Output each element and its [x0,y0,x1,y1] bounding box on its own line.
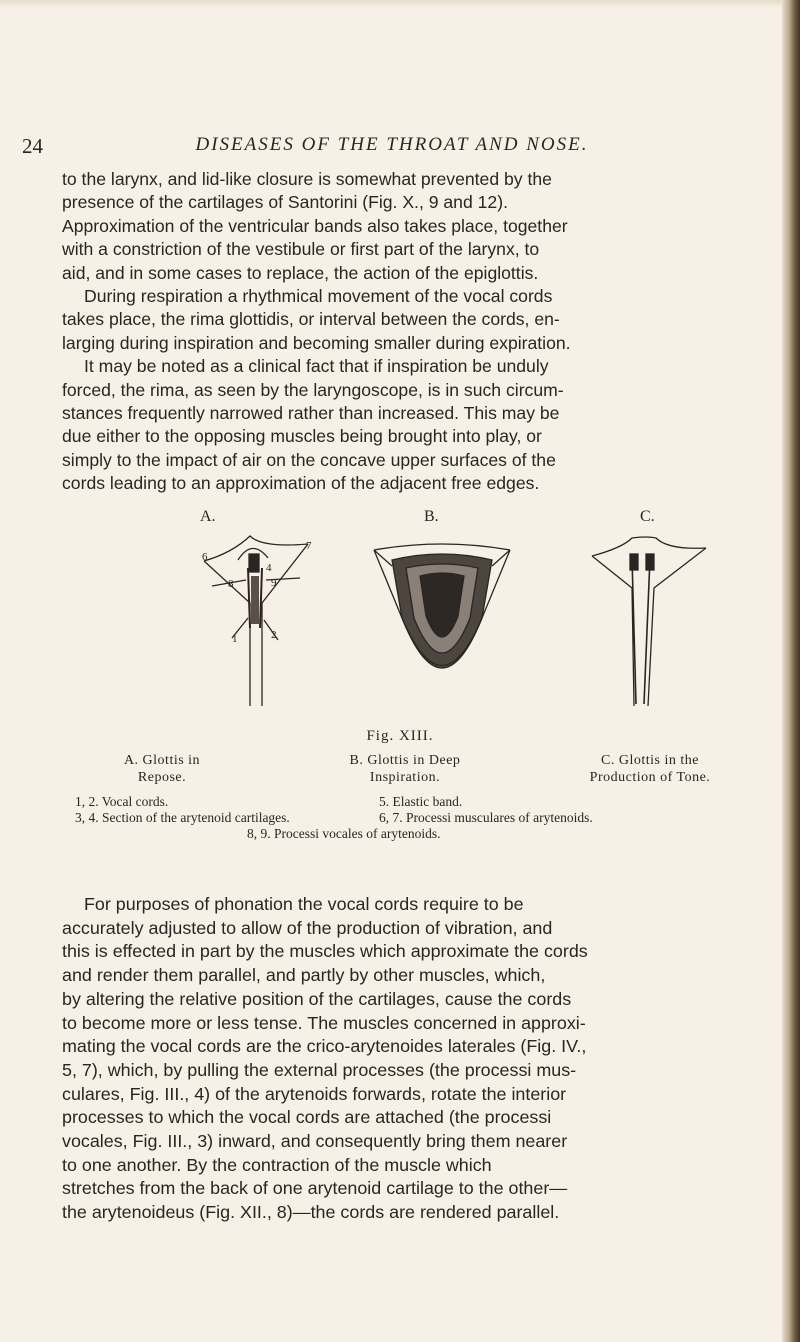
glottis-b [374,544,510,668]
text-line: presence of the cartilages of Santorini (Fig. X., 9 and 12). [62,192,508,213]
caption-c [540,752,760,786]
glottis-repose-drawing [62,508,738,708]
caption-line: Inspiration. [369,770,441,785]
page-number: 24 [22,134,43,158]
legend-entry: 3, 4. Section of the arytenoid cartilages. [75,810,290,825]
legend-row [75,810,755,826]
caption-line: B. Glottis in Deep [349,753,461,768]
caption-b [300,752,510,786]
figure-letter-b: B. [424,508,439,525]
legend-entry: 6, 7. Processi musculares of arytenoids. [379,810,593,825]
paragraph-1 [62,168,738,496]
caption-a [62,752,262,786]
text-line: Approximation of the ventricular bands also takes place, together [62,215,568,236]
running-head: DISEASES OF THE THROAT AND NOSE. [195,134,589,155]
caption-line: Repose. [137,770,187,785]
text-line: cords leading to an approximation of the adjacent free edges. [62,473,540,494]
text-line: aid, and in some cases to replace, the action of the epiglottis. [62,262,539,283]
text-line: to one another. By the contraction of the muscle which [62,1154,492,1175]
text-line: culares, Fig. III., 4) of the arytenoids forwards, rotate the interior [62,1083,567,1104]
text-line: stances frequently narrowed rather than increased. This may be [62,403,560,424]
figure-letter-a: A. [200,508,216,525]
paragraph-2 [62,893,738,1225]
text-line: 5, 7), which, by pulling the external processes (the processi mus- [62,1059,577,1080]
text-line: stretches from the back of one arytenoid cartilage to the other— [62,1178,568,1199]
text-line: the arytenoideus (Fig. XII., 8)—the cords are rendered parallel. [62,1202,560,1223]
text-line: and render them parallel, and partly by other muscles, which, [62,965,546,986]
text-line: due either to the opposing muscles being brought into play, or [62,426,542,447]
text-line: takes place, the rima glottidis, or interval between the cords, en- [62,309,560,330]
text-line: to become more or less tense. The muscles concerned in approxi- [62,1012,586,1033]
glottis-a [204,536,308,706]
legend-row [75,794,755,810]
figure-label: 2 [271,629,277,641]
text-line: It may be noted as a clinical fact that if inspiration be unduly [84,356,549,377]
text-line: by altering the relative position of the cartilages, cause the cords [62,988,572,1009]
text-line: vocales, Fig. III., 3) inward, and consequently bring them nearer [62,1131,568,1152]
figure-label: 6 [202,551,208,563]
legend-entry: 1, 2. Vocal cords. [75,794,169,809]
text-line: processes to which the vocal cords are attached (the processi [62,1107,552,1128]
text-line: During respiration a rhythmical movement of the vocal cords [84,286,553,307]
legend-entry: 8, 9. Processi vocales of arytenoids. [247,826,441,841]
figure-legend [75,794,755,842]
legend-entry: 5. Elastic band. [379,794,463,809]
page-top-edge [0,0,800,8]
page-binding-edge [782,0,800,1342]
figure-label: 8 [228,578,234,590]
glottis-c [592,537,706,706]
text-line: this is effected in part by the muscles which approximate the cords [62,941,588,962]
text-line: with a constriction of the vestibule or first part of the larynx, to [62,239,540,260]
text-line: forced, the rima, as seen by the laryngoscope, is in such circum- [62,379,564,400]
text-line: mating the vocal cords are the crico-arytenoides laterales (Fig. IV., [62,1036,587,1057]
text-line: larging during inspiration and becoming smaller during expiration. [62,332,571,353]
figure-label: 4 [266,562,272,574]
figure-label: 9 [271,577,277,589]
caption-line: A. Glottis in [123,753,201,768]
page-header [22,134,762,164]
text-line: simply to the impact of air on the concave upper surfaces of the [62,449,556,470]
figure-title: Fig. XIII. [366,728,434,744]
text-line: For purposes of phonation the vocal cords require to be [84,894,524,914]
legend-row [75,826,755,842]
figure-label: 1 [232,633,238,645]
figure-xiii [62,508,738,708]
figure-label: 7 [306,540,312,552]
text-line: accurately adjusted to allow of the production of vibration, and [62,917,553,938]
caption-line: C. Glottis in the [601,753,699,768]
figure-letter-c: C. [640,508,655,525]
caption-line: Production of Tone. [589,770,711,785]
text-line: to the larynx, and lid-like closure is somewhat prevented by the [62,169,552,189]
